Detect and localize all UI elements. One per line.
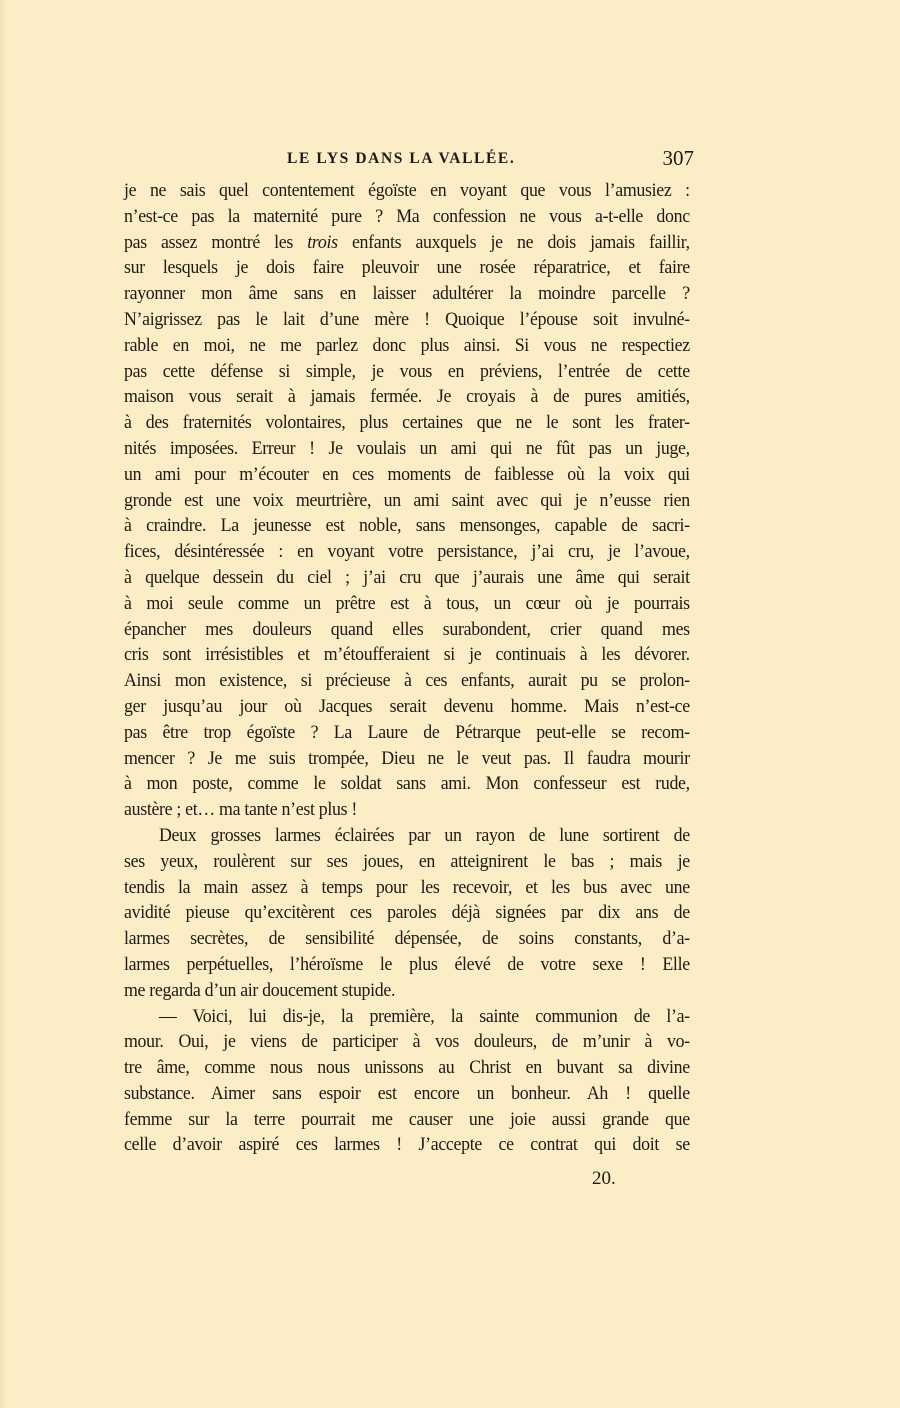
page-number: 307 — [662, 146, 694, 170]
text-line: tre âme, comme nous nous unissons au Christ en buvant sa divine — [124, 1057, 690, 1079]
signature-mark: 20. — [592, 1168, 616, 1189]
text-line: avidité pieuse qu’excitèrent ces paroles déjà signées par dix ans de — [124, 902, 690, 924]
text-line: cris sont irrésistibles et m’étoufferaient si je continuais à les dévorer. — [124, 644, 690, 666]
text-line: Ainsi mon existence, si précieuse à ces enfants, aurait pu se prolon- — [124, 670, 690, 692]
text-line: sur lesquels je dois faire pleuvoir une rosée réparatrice, et faire — [124, 257, 690, 279]
text-line: un ami pour m’écouter en ces moments de faiblesse où la voix qui — [124, 463, 690, 485]
page-header — [122, 148, 694, 176]
text-line: épancher mes douleurs quand elles surabondent, crier quand mes — [124, 618, 690, 640]
text-line: me regarda d’un air doucement stupide. — [124, 979, 396, 1001]
text-line: maison vous serait à jamais fermée. Je croyais à de pures amitiés, — [124, 386, 690, 408]
text-line: nités imposées. Erreur ! Je voulais un ami qui ne fût pas un juge, — [124, 437, 690, 459]
text-line: à moi seule comme un prêtre est à tous, un cœur où je pourrais — [124, 592, 690, 614]
text-line — [124, 230, 690, 256]
text-segment: pas assez montré les — [124, 231, 308, 253]
text-line: rayonner mon âme sans en laisser adultérer la moindre parcelle ? — [124, 283, 690, 305]
text-line: gronde est une voix meurtrière, un ami saint avec qui je n’eusse rien — [124, 489, 690, 511]
text-line: larmes perpétuelles, l’héroïsme le plus élevé de votre sexe ! Elle — [124, 953, 690, 975]
text-line: n’est-ce pas la maternité pure ? Ma confession ne vous a-t-elle donc — [124, 205, 690, 227]
text-line: femme sur la terre pourrait me causer une joie aussi grande que — [124, 1108, 690, 1130]
text-line: à quelque dessein du ciel ; j’ai cru que j’aurais une âme qui serait — [124, 566, 690, 588]
body-text — [124, 178, 690, 1158]
text-line: ses yeux, roulèrent sur ses joues, en atteignirent le bas ; mais je — [124, 850, 690, 872]
text-line: mour. Oui, je viens de participer à vos douleurs, de m’unir à vo- — [124, 1031, 690, 1053]
text-line: à des fraternités volontaires, plus certaines que ne le sont les frater- — [124, 412, 690, 434]
italic-word: trois — [307, 231, 338, 253]
page-edge — [0, 0, 6, 1408]
text-line: rable en moi, ne me parlez donc plus ainsi. Si vous ne respectiez — [124, 334, 690, 356]
text-line: je ne sais quel contentement égoïste en voyant que vous l’amusiez : — [124, 180, 690, 201]
text-line: pas cette défense si simple, je vous en préviens, l’entrée de cette — [124, 360, 690, 382]
text-line: à craindre. La jeunesse est noble, sans mensonges, capable de sacri- — [124, 515, 690, 537]
text-line: celle d’avoir aspiré ces larmes ! J’accepte ce contrat qui doit se — [124, 1134, 690, 1156]
text-line: larmes secrètes, de sensibilité dépensée, de soins constants, d’a- — [124, 928, 690, 950]
text-line: ger jusqu’au jour où Jacques serait devenu homme. Mais n’est-ce — [124, 695, 690, 717]
text-line: mencer ? Je me suis trompée, Dieu ne le veut pas. Il faudra mourir — [124, 747, 690, 769]
text-line: fices, désintéressée : en voyant votre persistance, j’ai cru, je l’avoue, — [124, 541, 690, 563]
text-line: à mon poste, comme le soldat sans ami. Mon confesseur est rude, — [124, 773, 690, 795]
text-line: N’aigrissez pas le lait d’une mère ! Quoique l’épouse soit invulné- — [124, 308, 690, 330]
text-line: substance. Aimer sans espoir est encore un bonheur. Ah ! quelle — [124, 1082, 690, 1104]
text-line: tendis la main assez à temps pour les recevoir, et les bus avec une — [124, 876, 690, 898]
text-line: — Voici, lui dis-je, la première, la sainte communion de l’a- — [158, 1005, 690, 1027]
text-line: Deux grosses larmes éclairées par un rayon de lune sortirent de — [158, 824, 690, 846]
text-line: pas être trop égoïste ? La Laure de Pétrarque peut-elle se recom- — [124, 721, 690, 743]
text-segment: enfants auxquels je ne dois jamais faillir, — [337, 231, 690, 253]
text-line: austère ; et… ma tante n’est plus ! — [124, 799, 357, 821]
running-title: LE LYS DANS LA VALLÉE. — [287, 150, 516, 167]
